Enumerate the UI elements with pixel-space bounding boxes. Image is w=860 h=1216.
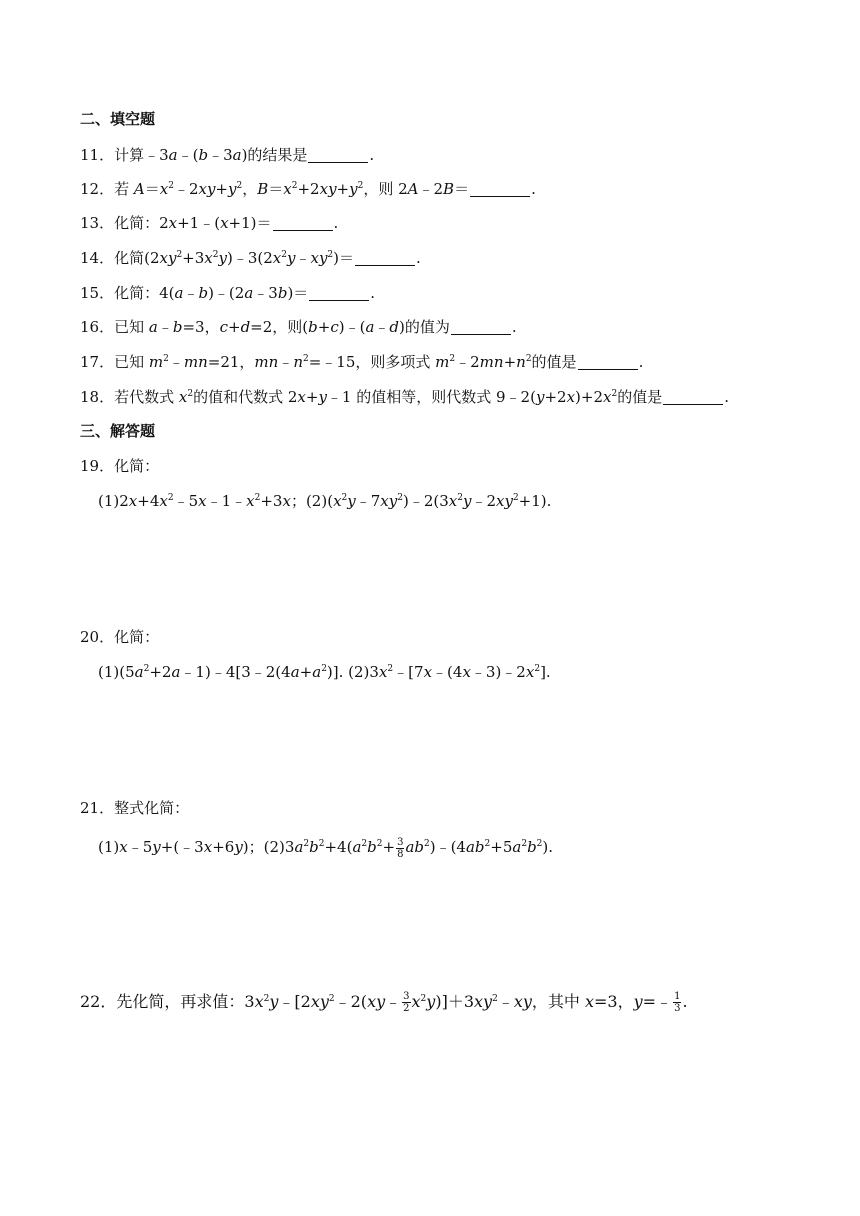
question-11: 11．计算﹣3a﹣(b﹣3a)的结果是 .	[80, 146, 375, 164]
fraction-one-third: $\frac{1}{3}$	[674, 991, 681, 1014]
question-13: 13．化简：2x+1﹣(x+1)＝ .	[80, 214, 339, 232]
question-22: 22．先化简，再求值：$3x^2y﹣[2xy^2﹣2(xy﹣$ $\frac{3}{2}$ $x^2y)]+3xy^2﹣xy$，其中 x=3，y=﹣ $\frac{1}{3}$ .	[80, 991, 688, 1014]
answer-blank[interactable]	[308, 148, 368, 163]
question-18: 18．若代数式 $x^2$的值和代数式 2x+y﹣1 的值相等，则代数式 $9﹣2(y+2x)+2x^2$的值是 .	[80, 388, 729, 406]
answer-blank[interactable]	[309, 286, 369, 301]
section-solve-title: 三、解答题	[80, 422, 156, 440]
question-19-parts: $(1)2x+4x^2﹣5x﹣1﹣x^2+3x$；$(2)(x^2y﹣7xy^2)﹣2(3x^2y﹣2xy^2+1)$.	[98, 492, 552, 510]
answer-blank[interactable]	[663, 390, 723, 405]
question-21: 21．整式化简：	[80, 799, 190, 817]
question-12: 12．若 $A=x^2﹣2xy+y^2$，$B=x^2+2xy+y^2$，则 2A﹣2B＝ .	[80, 180, 536, 198]
section-fill-title: 二、填空题	[80, 110, 156, 128]
question-19: 19．化简：	[80, 457, 160, 475]
question-21-parts: (1)x﹣5y+(﹣3x+6y)；$(2)3a^2b^2+4(a^2b^2+$ $\frac{3}{8}$ $ab^2)﹣(4ab^2+5a^2b^2)$.	[98, 836, 554, 860]
question-17: 17．已知 $m^2﹣mn=21$，$mn﹣n^2=﹣15$，则多项式 $m^2﹣2mn+n^2$的值是 .	[80, 353, 644, 371]
fraction-three-eighths: $\frac{3}{8}$	[397, 836, 404, 860]
answer-blank[interactable]	[578, 355, 638, 370]
question-15: 15．化简：4(a﹣b)﹣(2a﹣3b)＝ .	[80, 284, 376, 302]
answer-blank[interactable]	[355, 251, 415, 266]
fraction-three-halves: $\frac{3}{2}$	[403, 991, 410, 1014]
answer-blank[interactable]	[470, 182, 530, 197]
answer-blank[interactable]	[451, 320, 511, 335]
answer-blank[interactable]	[273, 216, 333, 231]
question-20: 20．化简：	[80, 628, 160, 646]
question-16: 16．已知 a﹣b=3，c+d=2，则(b+c)﹣(a﹣d)的值为 .	[80, 318, 517, 336]
question-20-parts: $(1)(5a^2+2a﹣1)﹣4[3﹣2(4a+a^2)]$. $(2)3x^2﹣[7x﹣(4x﹣3)﹣2x^2]$.	[98, 663, 551, 681]
question-14: 14．化简$(2xy^2+3x^2y)﹣3(2x^2y﹣xy^2)=$ .	[80, 249, 421, 267]
